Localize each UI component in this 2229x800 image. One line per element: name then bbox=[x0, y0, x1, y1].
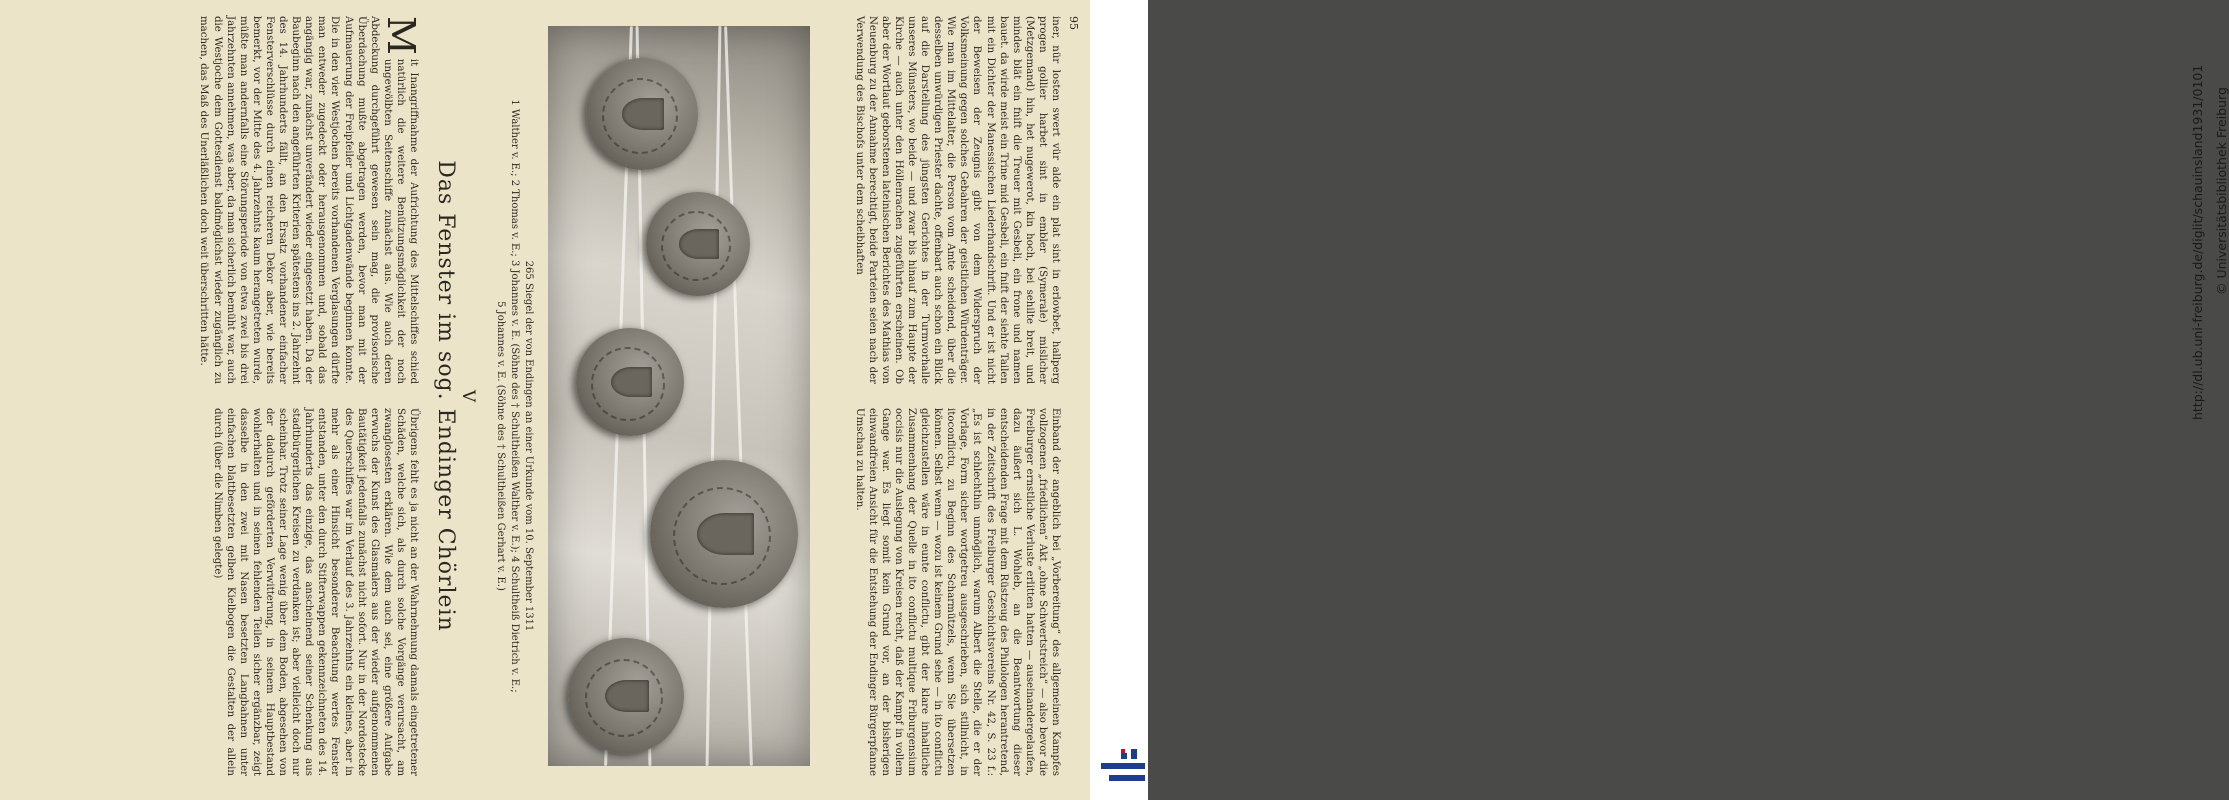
paragraph: Übrigens fehlt es ja nicht an der Wahrnehmung damals eingetretener Schäden, welche sich, als durch solche Vorgänge verursacht, am zwanglosesten erklären. Wie dem auch sei, eine größere Aufgabe erwuchs der Kunst des Glasmalers aus der wieder aufgenommenen Bautätigkeit jedenfalls zunächst nicht sofort. Nur in der Nordostecke des Querschiffes war im Verlauf des 3. Jahrzehnts ein kleines, aber in mehr als einer Hinsicht besonderer Beachtung wertes Fenster entstanden, unter den durch Stifterwappen gekennzeichneten des 14. Jahrhunderts das einzige, das anscheinend seiner Schenkung aus stadtbürgerlichen Kreisen zu verdanken ist; aber vielleicht doch nur scheinbar. Trotz seiner Lage wenig über dem Boden, abgesehen von der dadurch geförderten Verwitterung, in seinem Hauptbestand wohlerhalten und in seinen fehlenden Teilen sicher ergänzbar, zeigt dasselbe in den zwei mit Nasen besetzten Langbahnen unter einfachen blattbesetzten gelben Kielbogen die Gestalten der allein durch (über die Nimben gelegte) bbox=[211, 408, 419, 776]
paragraph: iner, nür losten swert vür alde ein plat sint in erlowbet, hallperg progen gollier harbet sint in embler (Symerale) mislicher (Metzgemand) hin, het nugewerot, kin hoch, bei sehilte breit, und mindes blät ein fnift die Treuer mit Gesbeli, ein frone und namen bauet. da wirde meist ein Trine mid Gesbeli, ein fnift der siehte Tailen mit ein Dichter der Manessischen Liederhandschrift. Und er ist nicht der Beweisen der Zeugnis gibt von dem Widerspruch der Volksmeinung gegen solches Gebahren der geistlichen Würdenträger. Wie man im Mittelalter, die Person vom Amte scheidend, über die desselben unwürdigen Priester dachte, offenbart auch schon ein Blick auf die Darstellung des jüngsten Gerichtes in der Turmvorhalle unseres Münsters, wo beide — und zwar bis hinauf zum Haupte der Kirche — auch unter den Höllenrachen zugeführten erscheinen. Ob aber der Wortlaut geborstenen lateinischen Berichtes des Mathias von Neuenburg zu der Annahme berechtigt, beide Parteien seien nach der Verwendung des Bischofs unter dem scheibhaften bbox=[853, 16, 1061, 384]
seal-cord bbox=[706, 26, 722, 766]
seal-1 bbox=[586, 58, 698, 170]
text-column-bottom-left bbox=[197, 16, 423, 384]
drop-cap: M bbox=[379, 16, 423, 55]
figure-caption-title: 265 Siegel der von Endingen an einer Urkunde vom 10. September 1311 bbox=[523, 260, 534, 632]
seal-cord bbox=[724, 26, 753, 766]
seals-photograph bbox=[548, 26, 810, 766]
scanned-page bbox=[0, 0, 1090, 800]
seal-5 bbox=[568, 638, 684, 754]
university-logo-icon bbox=[1101, 747, 1145, 791]
text-column-bottom-right bbox=[211, 408, 421, 776]
figure-caption-line: 5 Johannes v. E. (Söhne des † Schultheißen Gerhart v. E.) bbox=[495, 301, 506, 591]
seal-4 bbox=[650, 460, 798, 608]
rotated-page-content bbox=[70, 16, 1080, 786]
text-column-top-left bbox=[853, 16, 1063, 384]
seal-2 bbox=[646, 192, 750, 296]
sidebar-strip bbox=[1090, 0, 2229, 800]
figure-caption-line: 1 Walther v. E.; 2 Thomas v. E.; 3 Johannes v. E. (Söhne des † Schultheißen Walther v. E.); 4 Schultheiß Dietrich v. E.; bbox=[509, 99, 520, 693]
page-number: 95 bbox=[1067, 16, 1080, 30]
paragraph: Einband der angeblich bei „Vorbereitung“ des allgemeinen Kampfes vollzogenen „friedlichen“ Akt „ohne Schwertstreich“ — also bevor die Freiburger ernstliche Verluste erlitten hatten — auseinandergelaufen, dazu äußert sich L. Wohleb, an die Beantwortung dieser entscheidenden Frage mit dem Rüstzeug des Philologen herantretend, in der Zeitschrift des Freiburger Geschichtsvereins Nr. 42, S. 23 f.: „Es ist schlechthin unmöglich, warum Albert die Stelle, die er der Vorlage, Form sicher wortgetreu ausgeschrieben, sich stillnicht, in itoconflictu, zu Beginn des Scharmützels, wenn Sie übersetzen können. Selbst wenn — wozu ist keinem Grund sehe — in ito conflictu gleichzustellen wäre in eunte conflictu, gibt der klare inhaltliche Zusammenhang der Quelle in ito conflictu multique Friburgensium occisis nur die Auslegung von Kreisen recht, daß der Kampf in vollem Gange war. Es liegt somit kein Grund vor, an der bisherigen einwandfreien Ansicht für die Entstehung der Endinger Bürgerpfanne Umschau zu halten. bbox=[853, 408, 1061, 776]
section-number: V bbox=[458, 389, 478, 403]
copyright-notice: © Universitätsbibliothek Freiburg bbox=[2214, 87, 2229, 295]
text-column-top-right bbox=[853, 408, 1063, 776]
section-title: Das Fenster im sog. Endinger Chörlein bbox=[433, 160, 458, 632]
seal-3 bbox=[576, 328, 684, 436]
source-url-link[interactable]: http://dl.ub.uni-freiburg.de/diglit/schauinsland1931/0101 bbox=[2190, 64, 2205, 420]
paragraph: it Inangriffnahme der Aufrichtung des Mittelschiffes schied natürlich die weitere Benützungsmöglichkeit der noch ungewölbten Seitenschiffe zunächst aus. Wie auch deren Abdeckung durchgeführt gewesen sein mag, die provisorische Überdachung mußte abgetragen werden, bevor man mit der Aufmauerung der Freipfeiler und Lichtgadenwände beginnen konnte. Die in den vier Westjochen bereits vorhandenen Verglasungen dürfte man entweder zugedeckt oder herausgenommen und, sobald das angängig war, zunächst unverändert wieder eingesetzt haben. Da der Baubeginn nach den angeführten Kriterien spätestens ins 2. Jahrzehnt des 14. Jahrhunderts fällt, an den Ersatz vorhandener einfacher Fensterverschlüsse durch einen reicheren Dekor aber, wie bereits bemerkt, vor der Mitte des 4. Jahrzehnts kaum herangetreten wurde, müßte man andernfalls eine Störungsperiode von etwa zwei bis drei Jahrzehnten annehmen, was aber, da man sicherlich bemüht war, auch die Westjoche dem Gottesdienst baldmöglichst wieder zugänglich zu machen, das Maß des Unerläßlichen doch weit überschritten hätte. bbox=[198, 16, 419, 384]
